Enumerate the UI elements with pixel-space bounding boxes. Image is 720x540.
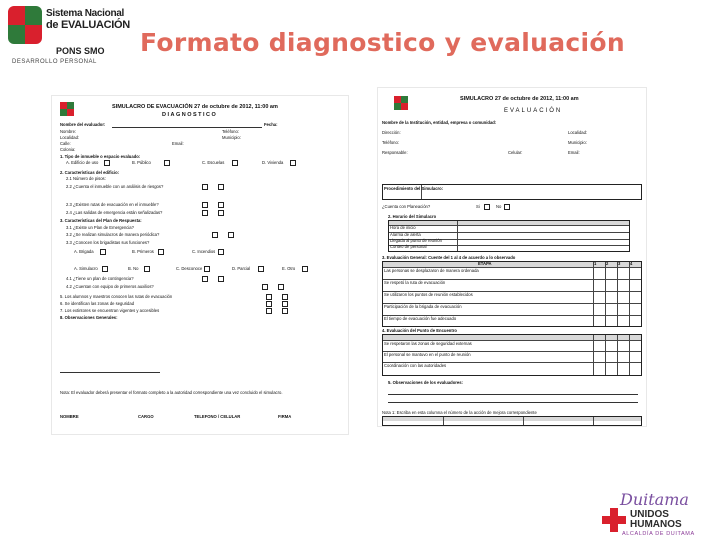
plus-icon	[602, 508, 626, 532]
question-label: 5. Los alumnos y maestros conocen las rutas de evacuación	[60, 294, 173, 299]
table-row: Llegada al punto de reunión	[390, 238, 442, 243]
no-label: No	[496, 204, 502, 209]
option-checkbox[interactable]	[104, 160, 110, 166]
yes-checkbox[interactable]	[266, 294, 272, 300]
no-checkbox[interactable]	[282, 308, 288, 314]
table-row: Se respetó la ruta de evacuación	[384, 280, 446, 285]
option-label: A. Edificio de uso	[66, 160, 99, 165]
table-header: ETAPA	[478, 261, 492, 266]
field-label: Localidad:	[60, 135, 80, 140]
logo-text-duitama: Duitama	[620, 490, 689, 509]
section-label: 8. Observaciones Generales:	[60, 315, 118, 320]
no-checkbox[interactable]	[218, 276, 224, 282]
sinaprac-logo	[8, 6, 128, 68]
table-row: Las personas se desplazaron de manera ordenada	[384, 268, 479, 273]
observation-line[interactable]	[388, 394, 638, 395]
option-label: B. Público	[132, 160, 151, 165]
field-label: Email:	[172, 141, 184, 146]
field-label: Celular:	[508, 150, 523, 155]
logo-text-humanos: HUMANOS	[630, 519, 682, 530]
form-heading: SIMULACRO 27 de octubre de 2012, 11:00 am	[460, 96, 579, 102]
divider	[60, 372, 160, 373]
table-row: Alarma de alerta	[390, 232, 421, 237]
field-label: Localidad:	[568, 130, 588, 135]
field-label: Procedimiento del Simulacro:	[384, 186, 444, 191]
signature-label: TELEFONO / CELULAR	[194, 414, 241, 419]
section-label: 4. Evaluación del Punto de Encuentro	[382, 328, 457, 333]
option-label: C. Escuelas	[202, 160, 225, 165]
table-row: El tiempo de evacuación fue adecuado	[384, 316, 457, 321]
observation-line[interactable]	[388, 402, 638, 403]
yes-checkbox[interactable]	[202, 276, 208, 282]
field-label: Nombre:	[60, 129, 77, 134]
question-label: 6. Se identifican las zonas de seguridad	[60, 301, 135, 306]
form-logo-icon	[394, 96, 408, 110]
question-label: 7. Los extintores se encuentran vigentes y accesibles	[60, 308, 160, 313]
field-label: Nombre del evaluador:	[60, 122, 106, 127]
footer-note: Nota: El evaluador deberá presentar el formato completo a la autoridad correspondiente una vez concluido el simulacro.	[60, 390, 283, 395]
option-checkbox[interactable]	[258, 266, 264, 272]
section-label: 2. Horario del Simulacro	[388, 214, 437, 219]
logo-text-unidos: UNIDOS	[630, 509, 669, 520]
field-label: Teléfono:	[382, 140, 399, 145]
yes-checkbox[interactable]	[484, 204, 490, 210]
no-checkbox[interactable]	[282, 294, 288, 300]
option-label: C. Desconoce	[176, 266, 203, 271]
no-checkbox[interactable]	[504, 204, 510, 210]
option-label: A. Brigada	[74, 249, 94, 254]
no-checkbox[interactable]	[218, 202, 224, 208]
table-header: 3	[618, 261, 621, 266]
option-label: B. Primeros	[132, 249, 154, 254]
yes-checkbox[interactable]	[202, 184, 208, 190]
table-header: 1	[594, 261, 597, 266]
question-label: 3.1 ¿Existe un Plan de Emergencia?	[66, 225, 134, 230]
question-label: 3.2 ¿Se realizan simulacros de manera periódica?	[66, 232, 160, 237]
question-label: 4.1 ¿Tiene un plan de contingencia?	[66, 276, 134, 281]
table-row: El personal se mantuvo en el punto de reunión	[384, 352, 471, 357]
question-label: 4.2 ¿Cuentan con equipo de primeros auxilios?	[66, 284, 154, 289]
diagnostic-form-page	[52, 96, 348, 434]
yes-checkbox[interactable]	[266, 301, 272, 307]
table-header: 2	[606, 261, 609, 266]
option-checkbox[interactable]	[164, 160, 170, 166]
option-label: B. No	[128, 266, 139, 271]
logo-text-line2: de EVALUACIÓN	[46, 19, 130, 31]
section-label: 3. Características del Plan de Respuesta:	[60, 218, 142, 223]
no-checkbox[interactable]	[218, 210, 224, 216]
logo-mark-icon	[8, 6, 42, 44]
field-label: Email:	[568, 150, 580, 155]
field-label: Calle:	[60, 141, 71, 146]
option-label: D. Vivienda	[262, 160, 284, 165]
section-label: 3. Evaluación General: Cuente del 1 al 4 de acuerdo a lo observado	[382, 255, 516, 260]
option-label: E. Otro	[282, 266, 296, 271]
form-subheading: DIAGNOSTICO	[162, 112, 218, 118]
logo-text-line3: PONS SMO	[56, 46, 105, 56]
table-header: 4	[630, 261, 633, 266]
field-label: Nombre de la Institución, entidad, empresa o comunidad:	[382, 120, 497, 125]
question-label: 2.2 ¿Cuenta el inmueble con un análisis de riesgos?	[66, 184, 164, 189]
question-label: ¿Cuenta con Planeación?	[382, 204, 431, 209]
table-row: Se utilizaron los puntos de reunión establecidos	[384, 292, 473, 297]
table-row: Hora de inicio	[390, 225, 416, 230]
section-label: 5. Observaciones de los evaluadores:	[388, 380, 463, 385]
signature-label: FIRMA	[278, 414, 292, 419]
table-row: Conteo de personal	[390, 244, 427, 249]
page-title: Formato diagnostico y evaluación	[140, 28, 625, 57]
section-label: 1. Tipo de inmueble o espacio evaluado:	[60, 154, 141, 159]
option-label: C. Incendios	[192, 249, 216, 254]
option-checkbox[interactable]	[218, 249, 224, 255]
option-checkbox[interactable]	[100, 249, 106, 255]
option-label: A. Simulacro	[74, 266, 98, 271]
no-checkbox[interactable]	[228, 232, 234, 238]
form-heading: SIMULACRO DE EVACUACIÓN 27 de octubre de 2012, 11:00 am	[112, 104, 278, 110]
yes-checkbox[interactable]	[202, 210, 208, 216]
logo-text-line4: DESARROLLO PERSONAL	[12, 59, 97, 65]
table-row: Se respetaron las zonas de seguridad externas	[384, 341, 472, 346]
yes-checkbox[interactable]	[202, 202, 208, 208]
yes-checkbox[interactable]	[266, 308, 272, 314]
table-row: Participación de la brigada de evacuación	[384, 304, 462, 309]
section-label: 2. Características del edificio:	[60, 170, 120, 175]
option-checkbox[interactable]	[232, 160, 238, 166]
option-checkbox[interactable]	[102, 266, 108, 272]
duitama-logo	[592, 490, 716, 538]
option-label: D. Parcial	[232, 266, 251, 271]
no-checkbox[interactable]	[218, 184, 224, 190]
question-label: 2.1 Número de pisos:	[66, 176, 106, 181]
logo-text-alcaldia: ALCALDÍA DE DUITAMA	[622, 531, 695, 537]
form-subheading: EVALUACIÓN	[504, 108, 563, 114]
signature-label: NOMBRE	[60, 414, 79, 419]
option-checkbox[interactable]	[158, 249, 164, 255]
field-label: Responsable:	[382, 150, 408, 155]
yes-checkbox[interactable]	[212, 232, 218, 238]
logo-text-line1: Sistema Nacional	[46, 8, 125, 19]
yes-checkbox[interactable]	[262, 284, 268, 290]
yes-label: Si	[476, 204, 480, 209]
no-checkbox[interactable]	[278, 284, 284, 290]
field-line[interactable]	[112, 127, 262, 128]
field-label: Fecha:	[264, 122, 278, 127]
field-label: Dirección:	[382, 130, 401, 135]
question-label: 2.3 ¿Existen rutas de evacuación en el inmueble?	[66, 202, 159, 207]
field-label: Municipio:	[568, 140, 587, 145]
option-checkbox[interactable]	[290, 160, 296, 166]
form-logo-icon	[60, 102, 74, 116]
option-checkbox[interactable]	[204, 266, 210, 272]
option-checkbox[interactable]	[144, 266, 150, 272]
field-label: Municipio:	[222, 135, 241, 140]
footer-note: Nota 1: Escriba en esta columna el número de la acción de mejora correspondiente	[382, 410, 537, 415]
question-label: 3.3 ¿Conocen los brigadistas sus funciones?	[66, 240, 150, 245]
field-label: Colonia:	[60, 147, 76, 152]
improvement-table	[382, 416, 642, 426]
field-label: Teléfono:	[222, 129, 239, 134]
table-row: Coordinación con las autoridades	[384, 363, 447, 368]
signature-label: CARGO	[138, 414, 154, 419]
evaluation-form-page	[378, 88, 646, 426]
question-label: 2.4 ¿Las salidas de emergencia están señalizadas?	[66, 210, 163, 215]
option-checkbox[interactable]	[302, 266, 308, 272]
no-checkbox[interactable]	[282, 301, 288, 307]
